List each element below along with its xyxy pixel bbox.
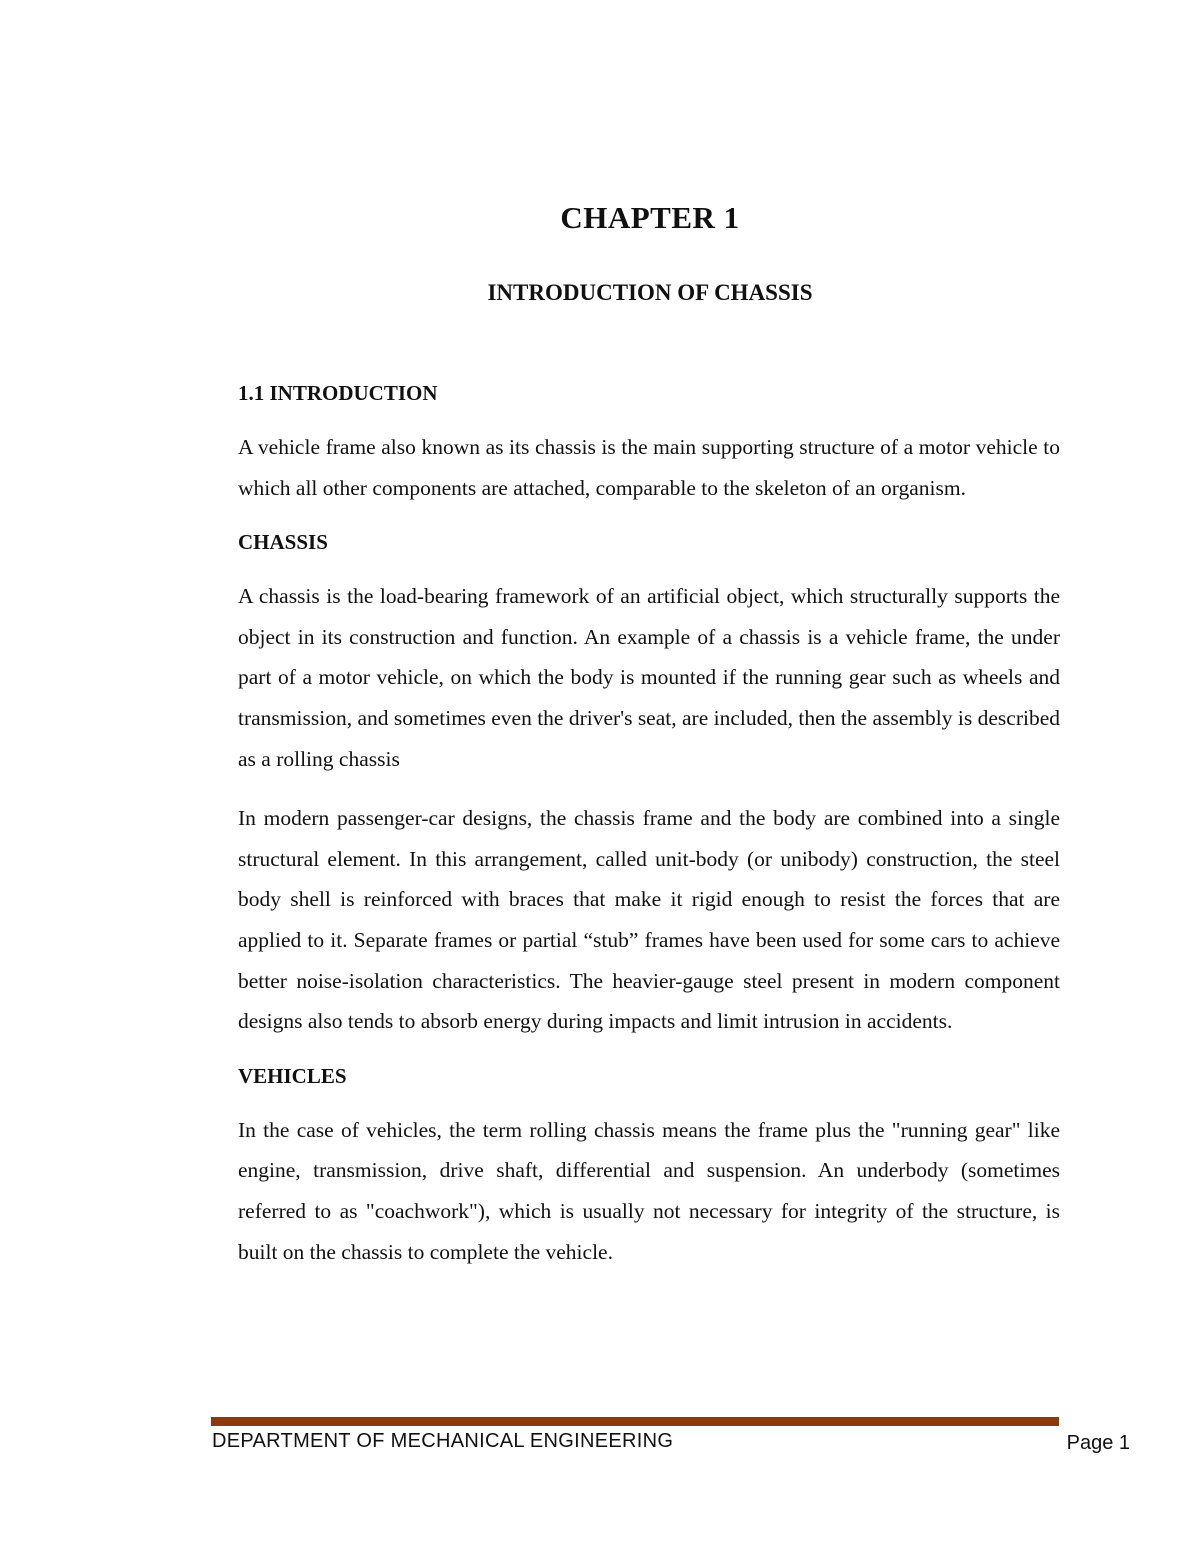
section-heading-introduction: 1.1 INTRODUCTION (238, 381, 438, 405)
section-heading-chassis: CHASSIS (238, 530, 328, 555)
chapter-title: CHAPTER 1 (560, 200, 740, 235)
vehicles-paragraph: In the case of vehicles, the term rolling chassis means the frame plus the "running gear" like engine, transmission, drive shaft, differential and suspension. An underbody (sometimes referred to as "coachwork"), which is usually not necessary for integrity of the structure, is built on the chassis to complete the vehicle. (238, 1117, 1060, 1264)
footer-divider (211, 1417, 1059, 1426)
introduction-paragraph: A vehicle frame also known as its chassis is the main supporting structure of a motor vehicle to which all other components are attached, comparable to the skeleton of an organism. (238, 435, 1060, 500)
chassis-paragraph-2: In modern passenger-car designs, the chassis frame and the body are combined into a single structural element. In this arrangement, called unit-body (or unibody) construction, the steel body shell is reinforced with braces that make it rigid enough to resist the forces that are applied to it. Separate frames or partial “stub” frames have been used for some cars to achieve better noise-isolation characteristics. The heavier-gauge steel present in modern component designs also tends to absorb energy during impacts and limit intrusion in accidents. (238, 806, 1060, 1034)
chapter-subtitle: INTRODUCTION OF CHASSIS (487, 280, 813, 305)
section-heading-vehicles: VEHICLES (238, 1063, 347, 1088)
chassis-paragraph-1: A chassis is the load-bearing framework of an artificial object, which structurally supports the object in its construction and function. An example of a chassis is a vehicle frame, the under part of a motor vehicle, on which the body is mounted if the running gear such as wheels and transmission, and sometimes even the driver's seat, are included, then the assembly is described as a rolling chassis (238, 584, 1060, 771)
footer-page-number: Page 1 (1066, 1432, 1130, 1454)
document-body (238, 378, 1060, 1291)
footer-department: DEPARTMENT OF MECHANICAL ENGINEERING (212, 1430, 674, 1452)
